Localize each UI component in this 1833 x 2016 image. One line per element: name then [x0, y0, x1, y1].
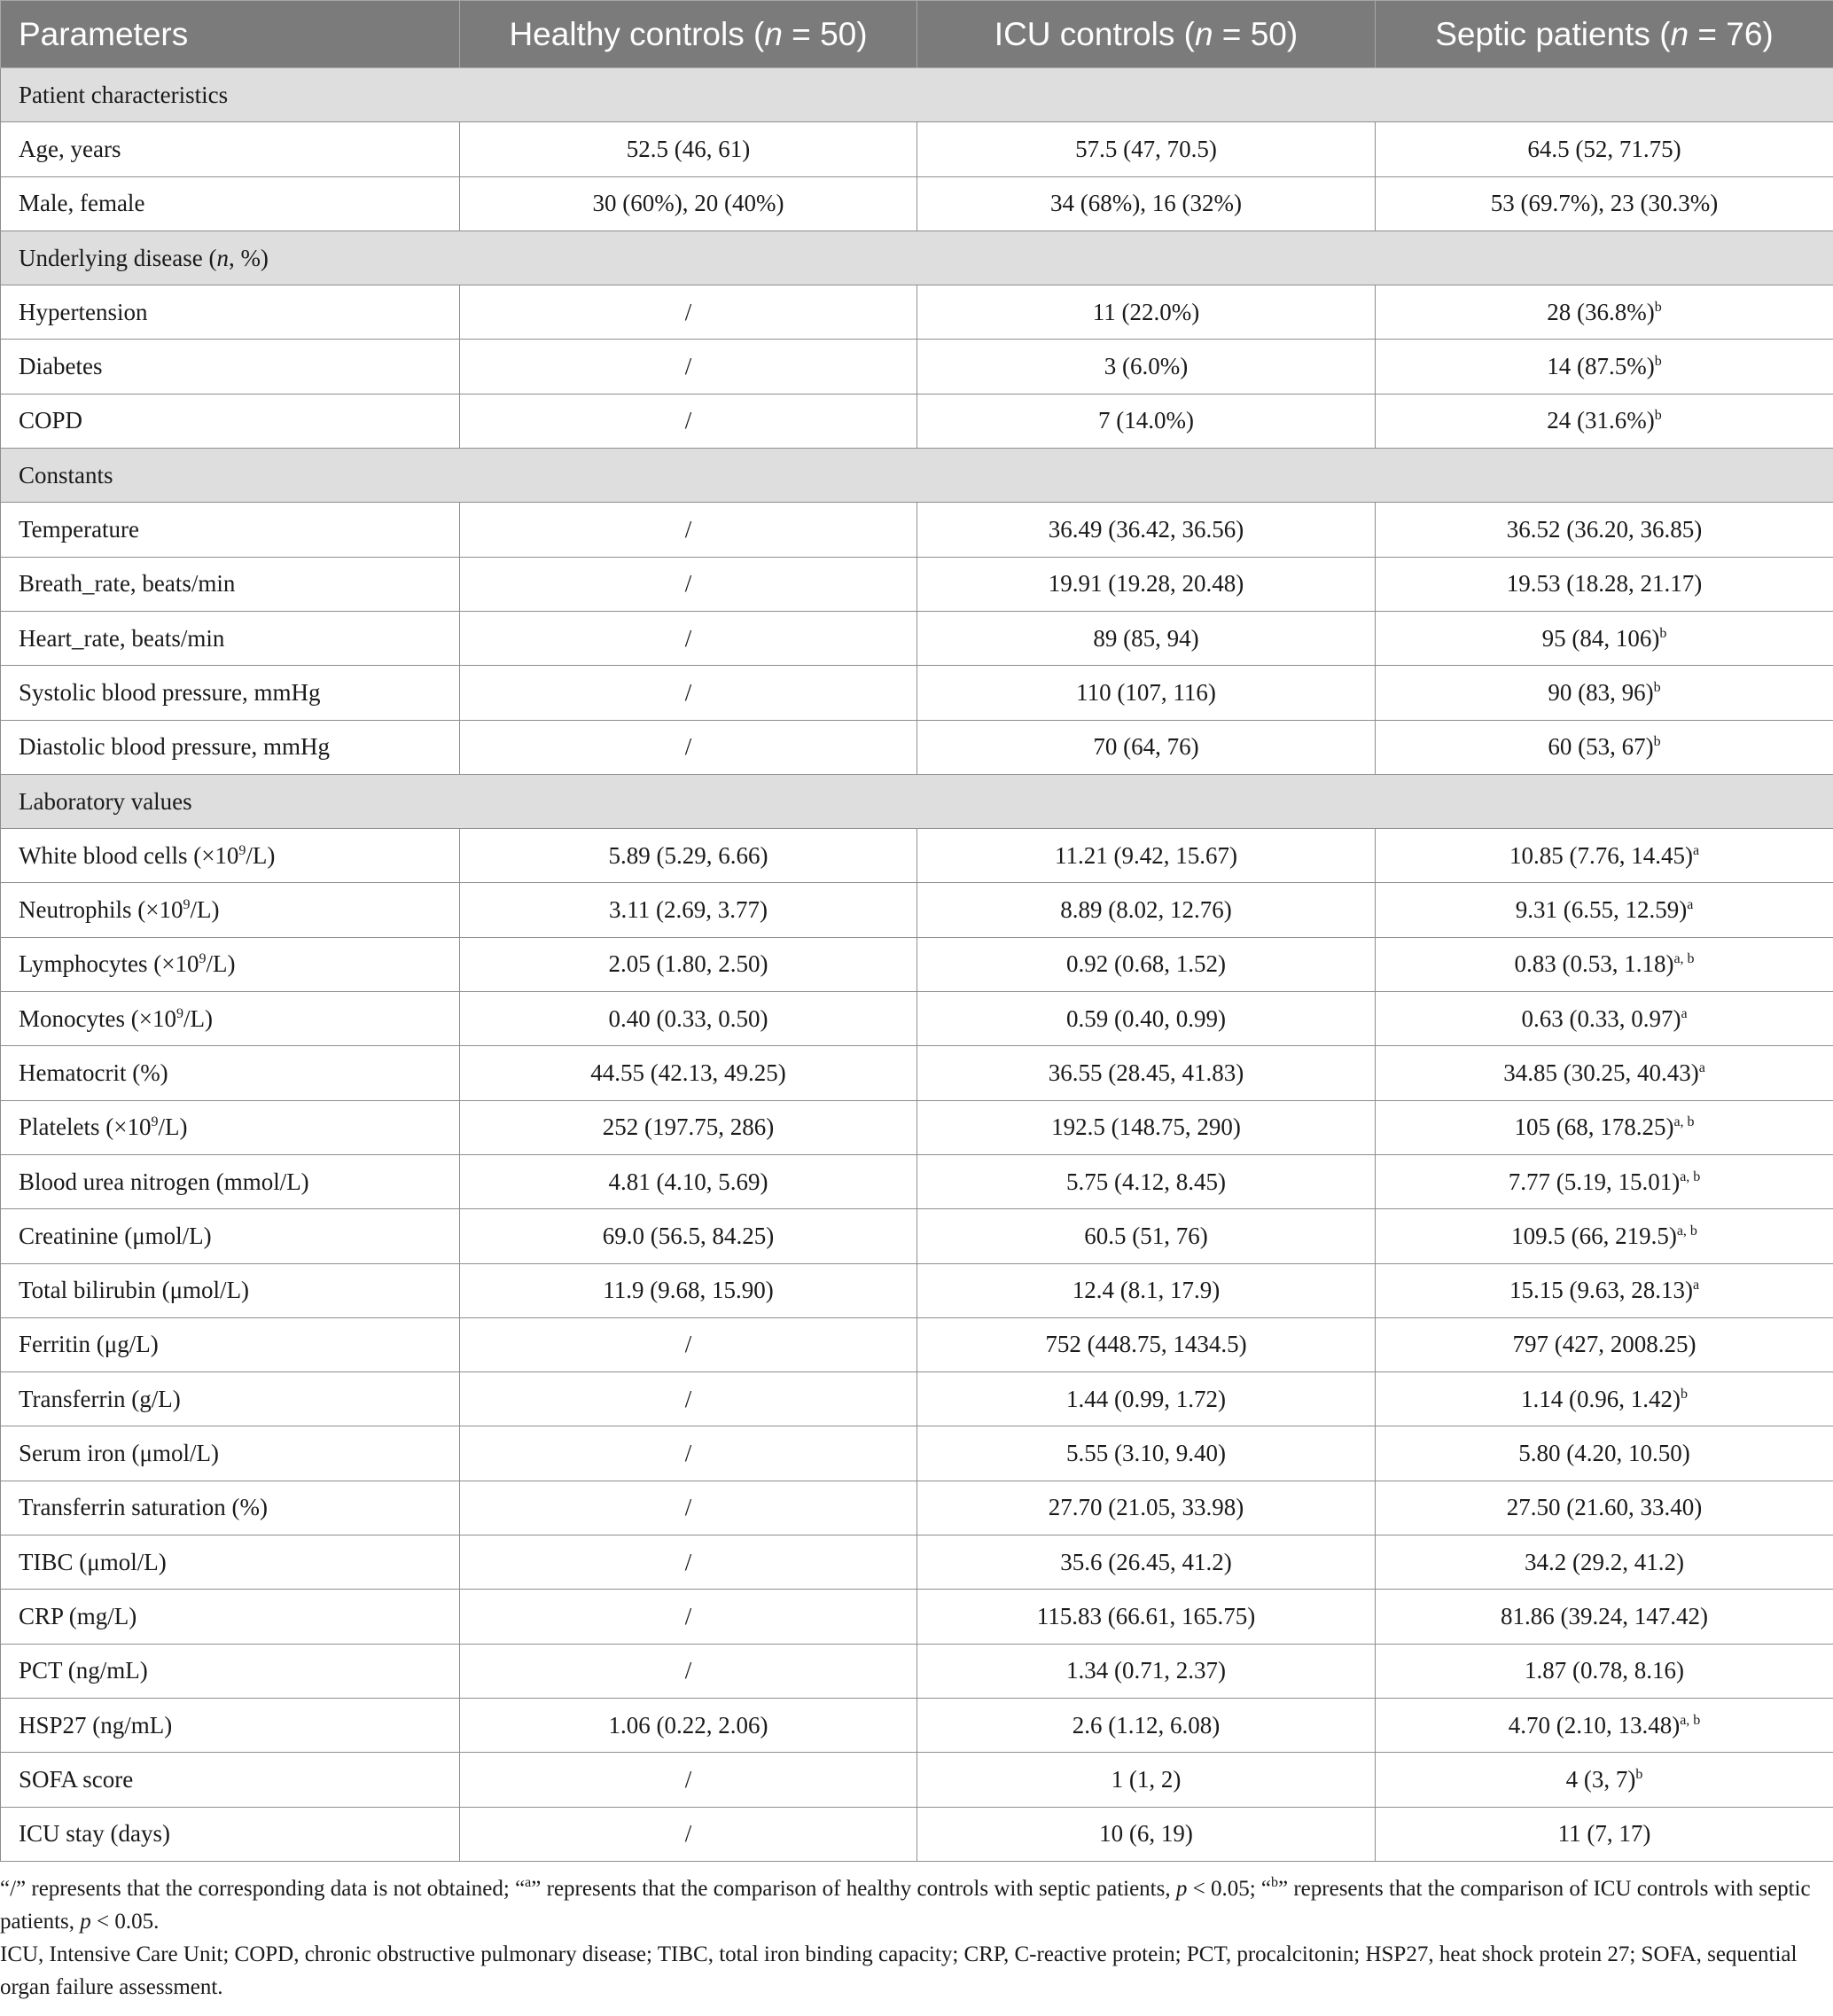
table-cell: 34.2 (29.2, 41.2)	[1376, 1535, 1833, 1590]
row-label: Hypertension	[1, 285, 460, 340]
section-title: Underlying disease (n, %)	[1, 231, 1833, 285]
table-cell: 30 (60%), 20 (40%)	[460, 176, 917, 231]
table-row	[1, 1807, 1833, 1861]
table-cell: 110 (107, 116)	[917, 666, 1376, 720]
table-cell: 19.91 (19.28, 20.48)	[917, 557, 1376, 611]
table-cell: 19.53 (18.28, 21.17)	[1376, 557, 1833, 611]
table-cell: /	[460, 1372, 917, 1426]
table-cell: 0.40 (0.33, 0.50)	[460, 992, 917, 1046]
table-row	[1, 503, 1833, 557]
row-label: Creatinine (μmol/L)	[1, 1209, 460, 1263]
table-row	[1, 1209, 1833, 1263]
table-row	[1, 829, 1833, 883]
footnote-abbreviations: ICU, Intensive Care Unit; COPD, chronic obstructive pulmonary disease; TIBC, total iron binding capacity; CRP, C-reactive protein; PCT, procalcitonin; HSP27, heat shock protein 27; SOFA, sequential organ failure assessment.	[0, 1942, 1798, 1999]
table-cell: 89 (85, 94)	[917, 611, 1376, 665]
table-cell: /	[460, 1590, 917, 1644]
table-cell: 1.44 (0.99, 1.72)	[917, 1372, 1376, 1426]
table-row	[1, 1481, 1833, 1535]
section-title: Laboratory values	[1, 774, 1833, 828]
row-label: SOFA score	[1, 1753, 460, 1807]
table-cell: 44.55 (42.13, 49.25)	[460, 1046, 917, 1100]
row-label: PCT (ng/mL)	[1, 1644, 460, 1698]
table-cell: /	[460, 1753, 917, 1807]
table-cell: 0.92 (0.68, 1.52)	[917, 937, 1376, 991]
table-cell: 81.86 (39.24, 147.42)	[1376, 1590, 1833, 1644]
table-cell: 109.5 (66, 219.5)$^{a, b}$	[1376, 1209, 1833, 1263]
row-label: CRP (mg/L)	[1, 1590, 460, 1644]
row-label: Neutrophils $(\times 10^9/L)$	[1, 883, 460, 937]
row-label: Breath_rate, beats/min	[1, 557, 460, 611]
table-cell: /	[460, 503, 917, 557]
table-cell: /	[460, 1481, 917, 1535]
row-label: Transferrin (g/L)	[1, 1372, 460, 1426]
row-label: Diabetes	[1, 340, 460, 394]
row-label: Hematocrit (%)	[1, 1046, 460, 1100]
table-cell: 27.50 (21.60, 33.40)	[1376, 1481, 1833, 1535]
table-cell: 7.77 (5.19, 15.01)$^{a, b}$	[1376, 1154, 1833, 1208]
table-cell: 252 (197.75, 286)	[460, 1100, 917, 1154]
table-row	[1, 1154, 1833, 1208]
table-cell: 115.83 (66.61, 165.75)	[917, 1590, 1376, 1644]
table-cell: 1.87 (0.78, 8.16)	[1376, 1644, 1833, 1698]
table-row	[1, 176, 1833, 231]
table-row	[1, 720, 1833, 774]
row-label: Transferrin saturation (%)	[1, 1481, 460, 1535]
table-cell: 35.6 (26.45, 41.2)	[917, 1535, 1376, 1590]
row-label: Ferritin (μg/L)	[1, 1317, 460, 1371]
table-cell: 7 (14.0%)	[917, 394, 1376, 448]
row-label: ICU stay (days)	[1, 1807, 460, 1861]
table-body	[1, 68, 1833, 1862]
table-row	[1, 394, 1833, 448]
table-cell: 52.5 (46, 61)	[460, 122, 917, 176]
table-row	[1, 1263, 1833, 1317]
table-cell: 11.21 (9.42, 15.67)	[917, 829, 1376, 883]
table-footnotes	[0, 1862, 1833, 2004]
section-header-row	[1, 231, 1833, 285]
table-cell: 12.4 (8.1, 17.9)	[917, 1263, 1376, 1317]
table-cell: 11 (7, 17)	[1376, 1807, 1833, 1861]
table-cell: /	[460, 1535, 917, 1590]
row-label: Platelets $(\times 10^9/L)$	[1, 1100, 460, 1154]
row-label: COPD	[1, 394, 460, 448]
row-label: Total bilirubin (μmol/L)	[1, 1263, 460, 1317]
table-cell: /	[460, 557, 917, 611]
table-cell: 36.55 (28.45, 41.83)	[917, 1046, 1376, 1100]
table-cell: 64.5 (52, 71.75)	[1376, 122, 1833, 176]
row-label: Age, years	[1, 122, 460, 176]
table-cell: 28 $(36.8\%)^b$	[1376, 285, 1833, 340]
table-cell: 90 (83, 96)$^b$	[1376, 666, 1833, 720]
table-cell: /	[460, 720, 917, 774]
section-header-row	[1, 774, 1833, 828]
table-cell: 60 (53, 67)$^b$	[1376, 720, 1833, 774]
table-row	[1, 1372, 1833, 1426]
row-label: White blood cells $(\times 10^9/L)$	[1, 829, 460, 883]
table-cell: /	[460, 394, 917, 448]
table-cell: 1.06 (0.22, 2.06)	[460, 1698, 917, 1752]
table-cell: 1.14 (0.96, 1.42)$^b$	[1376, 1372, 1833, 1426]
table-row	[1, 937, 1833, 991]
table-cell: /	[460, 340, 917, 394]
table-row	[1, 557, 1833, 611]
row-label: Blood urea nitrogen (mmol/L)	[1, 1154, 460, 1208]
table-cell: 36.49 (36.42, 36.56)	[917, 503, 1376, 557]
row-label: Male, female	[1, 176, 460, 231]
table-header-row	[1, 1, 1833, 68]
table-row	[1, 1317, 1833, 1371]
table-cell: 2.05 (1.80, 2.50)	[460, 937, 917, 991]
table-cell: /	[460, 666, 917, 720]
table-cell: 11.9 (9.68, 15.90)	[460, 1263, 917, 1317]
table-cell: 0.63 (0.33, 0.97)$^a$	[1376, 992, 1833, 1046]
header-parameters: Parameters	[1, 1, 460, 68]
table-cell: 1.34 (0.71, 2.37)	[917, 1644, 1376, 1698]
table-cell: 95 (84, 106)$^b$	[1376, 611, 1833, 665]
table-cell: 192.5 (148.75, 290)	[917, 1100, 1376, 1154]
table-cell: 34.85 (30.25, 40.43)$^a$	[1376, 1046, 1833, 1100]
row-label: TIBC (μmol/L)	[1, 1535, 460, 1590]
row-label: Diastolic blood pressure, mmHg	[1, 720, 460, 774]
table-cell: 2.6 (1.12, 6.08)	[917, 1698, 1376, 1752]
row-label: Heart_rate, beats/min	[1, 611, 460, 665]
table-cell: 9.31 (6.55, 12.59)$^a$	[1376, 883, 1833, 937]
table-cell: 0.83 (0.53, 1.18)$^{a, b}$	[1376, 937, 1833, 991]
table-row	[1, 611, 1833, 665]
row-label: Monocytes $(\times 10^9/L)$	[1, 992, 460, 1046]
table-row	[1, 122, 1833, 176]
table-cell: 36.52 (36.20, 36.85)	[1376, 503, 1833, 557]
table-cell: 752 (448.75, 1434.5)	[917, 1317, 1376, 1371]
table-cell: /	[460, 611, 917, 665]
table-cell: 27.70 (21.05, 33.98)	[917, 1481, 1376, 1535]
table-row	[1, 1426, 1833, 1481]
table-cell: 797 (427, 2008.25)	[1376, 1317, 1833, 1371]
header-icu-controls: ICU controls (n = 50)	[917, 1, 1376, 68]
table-cell: 53 (69.7%), 23 (30.3%)	[1376, 176, 1833, 231]
table-cell: 1 (1, 2)	[917, 1753, 1376, 1807]
row-label: Temperature	[1, 503, 460, 557]
header-healthy-controls: Healthy controls (n = 50)	[460, 1, 917, 68]
row-label: Lymphocytes $(\times 10^9/L)$	[1, 937, 460, 991]
table-row	[1, 340, 1833, 394]
table-row	[1, 666, 1833, 720]
table-cell: 11 (22.0%)	[917, 285, 1376, 340]
table-cell: 3 (6.0%)	[917, 340, 1376, 394]
table-cell: 105 (68, 178.25)$^{a, b}$	[1376, 1100, 1833, 1154]
table-cell: 4.70 (2.10, 13.48)$^{a, b}$	[1376, 1698, 1833, 1752]
header-septic-patients: Septic patients (n = 76)	[1376, 1, 1833, 68]
table-cell: 34 (68%), 16 (32%)	[917, 176, 1376, 231]
table-cell: 10.85 (7.76, 14.45)$^a$	[1376, 829, 1833, 883]
table-cell: /	[460, 285, 917, 340]
row-label: HSP27 (ng/mL)	[1, 1698, 460, 1752]
row-label: Serum iron (μmol/L)	[1, 1426, 460, 1481]
table-cell: 10 (6, 19)	[917, 1807, 1376, 1861]
table-row	[1, 1753, 1833, 1807]
table-cell: 57.5 (47, 70.5)	[917, 122, 1376, 176]
table-row	[1, 883, 1833, 937]
table-row	[1, 1590, 1833, 1644]
table-cell: 69.0 (56.5, 84.25)	[460, 1209, 917, 1263]
table-row	[1, 285, 1833, 340]
section-title: Patient characteristics	[1, 68, 1833, 122]
table-cell: 60.5 (51, 76)	[917, 1209, 1376, 1263]
table-row	[1, 1100, 1833, 1154]
table-cell: 15.15 (9.63, 28.13)$^a$	[1376, 1263, 1833, 1317]
table-row	[1, 1644, 1833, 1698]
table-cell: 5.89 (5.29, 6.66)	[460, 829, 917, 883]
table-row	[1, 1698, 1833, 1752]
table-cell: 70 (64, 76)	[917, 720, 1376, 774]
table-cell: /	[460, 1644, 917, 1698]
table-row	[1, 992, 1833, 1046]
table-cell: /	[460, 1807, 917, 1861]
table-cell: 4 (3, 7)$^b$	[1376, 1753, 1833, 1807]
footnote-symbols: “/” represents that the corresponding data is not obtained; “$^a$” represents that the comparison of healthy controls with septic patients, p < 0.05; “$^b$” represents that the comparison of ICU controls with septic patients, p < 0.05.	[0, 1874, 1811, 1934]
section-header-row	[1, 68, 1833, 122]
table-cell: 14 $(87.5\%)^b$	[1376, 340, 1833, 394]
section-header-row	[1, 449, 1833, 503]
table-cell: 5.75 (4.12, 8.45)	[917, 1154, 1376, 1208]
table-cell: 3.11 (2.69, 3.77)	[460, 883, 917, 937]
table-cell: 4.81 (4.10, 5.69)	[460, 1154, 917, 1208]
row-label: Systolic blood pressure, mmHg	[1, 666, 460, 720]
table-cell: 8.89 (8.02, 12.76)	[917, 883, 1376, 937]
table-cell: 24 $(31.6\%)^b$	[1376, 394, 1833, 448]
table-row	[1, 1535, 1833, 1590]
table-cell: 0.59 (0.40, 0.99)	[917, 992, 1376, 1046]
table-cell: 5.55 (3.10, 9.40)	[917, 1426, 1376, 1481]
section-title: Constants	[1, 449, 1833, 503]
table-cell: /	[460, 1317, 917, 1371]
table-cell: /	[460, 1426, 917, 1481]
table-row	[1, 1046, 1833, 1100]
table-cell: 5.80 (4.20, 10.50)	[1376, 1426, 1833, 1481]
